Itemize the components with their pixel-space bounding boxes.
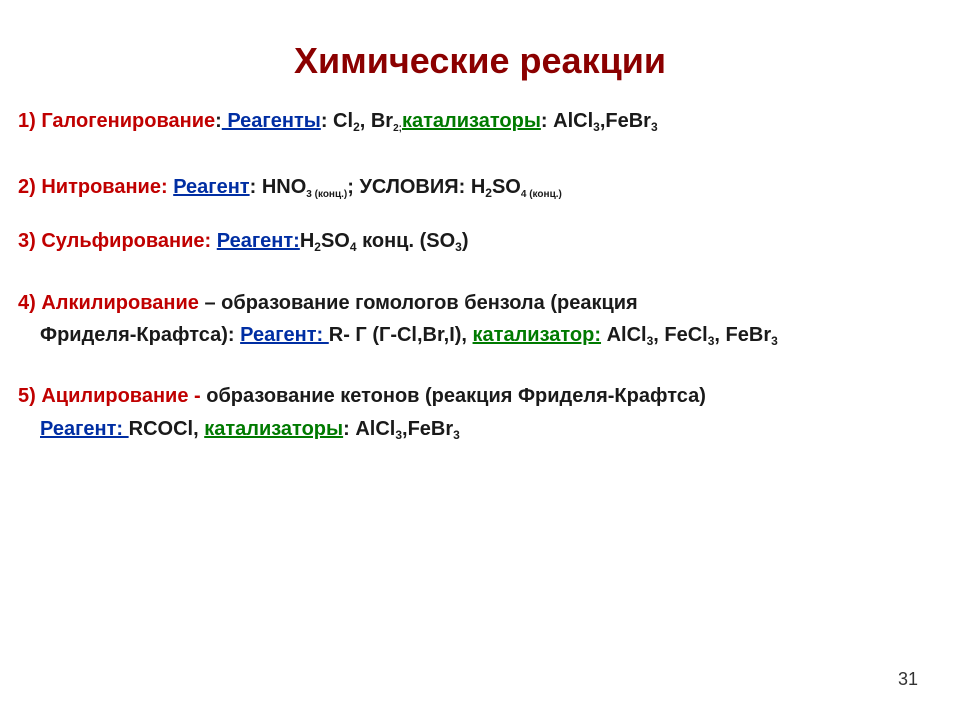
subscript: 4 (конц.) xyxy=(520,189,562,200)
subscript: 3 xyxy=(646,334,654,348)
reagent-label: Реагент: xyxy=(216,230,300,252)
catalyst-text: , FeCl xyxy=(653,324,708,346)
reaction-halogenation xyxy=(18,110,658,133)
subscript: 3 xyxy=(395,428,403,442)
reaction-alkylation-line1 xyxy=(18,292,638,315)
catalyst-text: ,FeBr xyxy=(599,110,651,132)
catalyst-text: AlCl xyxy=(601,324,647,346)
reaction-number-label: 4) Алкилирование xyxy=(18,292,199,314)
subscript: 3 xyxy=(455,240,462,254)
reagent-label: Реагенты xyxy=(221,110,321,132)
reagent-text: SO xyxy=(320,230,350,252)
catalyst-text: ,FeBr xyxy=(402,418,454,440)
reagent-label: Реагент: xyxy=(240,324,329,346)
conditions-text: ; УСЛОВИЯ: H xyxy=(347,176,486,198)
subscript: 4 xyxy=(349,240,357,254)
catalyst-label: катализаторы xyxy=(402,110,541,132)
subscript: 3 xyxy=(771,334,778,348)
reaction-number-label: 2) Нитрование: xyxy=(18,176,174,198)
reagent-label: Реагент xyxy=(173,176,250,198)
subscript: 3 xyxy=(707,334,715,348)
catalyst-text: : AlCl xyxy=(540,110,594,132)
reagent-text: , Br xyxy=(359,110,394,132)
catalyst-label: катализатор: xyxy=(472,324,602,346)
reagent-text: : Cl xyxy=(320,110,354,132)
subscript: 2 xyxy=(314,240,321,254)
subscript: 3 xyxy=(593,120,600,134)
subscript: 2; xyxy=(393,123,402,134)
reagent-text: R- Г (Г-Cl,Br,I), xyxy=(328,324,473,346)
description-text: образование кетонов (реакция Фриделя-Крафтса) xyxy=(206,385,706,407)
catalyst-text: , FeBr xyxy=(714,324,772,346)
reaction-number-label: 5) Ацилирование - xyxy=(18,385,207,407)
reaction-number-label: 3) Сульфирование: xyxy=(18,230,217,252)
reagent-text: конц. (SO xyxy=(356,230,456,252)
reagent-text: : HNO xyxy=(249,176,307,198)
subscript: 3 (конц.) xyxy=(306,189,348,200)
reaction-sulfonation xyxy=(18,230,469,253)
subscript: 3 xyxy=(453,428,460,442)
catalyst-label: катализаторы xyxy=(204,418,344,440)
separator: : xyxy=(215,110,222,132)
page-number: 31 xyxy=(897,669,918,689)
reaction-nitration xyxy=(18,176,562,199)
reagent-text: RCOCl, xyxy=(128,418,205,440)
reaction-alkylation-line2 xyxy=(40,324,778,347)
subscript: 3 xyxy=(650,120,658,134)
reaction-number-label: 1) Галогенирование xyxy=(18,110,216,132)
subscript: 2 xyxy=(353,120,360,134)
slide-title: Химические реакции xyxy=(294,40,666,81)
reagent-text: H xyxy=(299,230,315,252)
reaction-acylation-line1 xyxy=(18,385,706,408)
catalyst-text: : AlCl xyxy=(343,418,396,440)
description-text: Фриделя-Крафтса): xyxy=(40,324,241,346)
conditions-text: SO xyxy=(491,176,521,198)
reaction-acylation-line2 xyxy=(40,418,460,441)
reagent-label: Реагент: xyxy=(40,418,129,440)
reagent-text: ) xyxy=(461,230,469,252)
description-text: – образование гомологов бензола (реакция xyxy=(198,292,638,314)
subscript: 2 xyxy=(485,186,492,200)
